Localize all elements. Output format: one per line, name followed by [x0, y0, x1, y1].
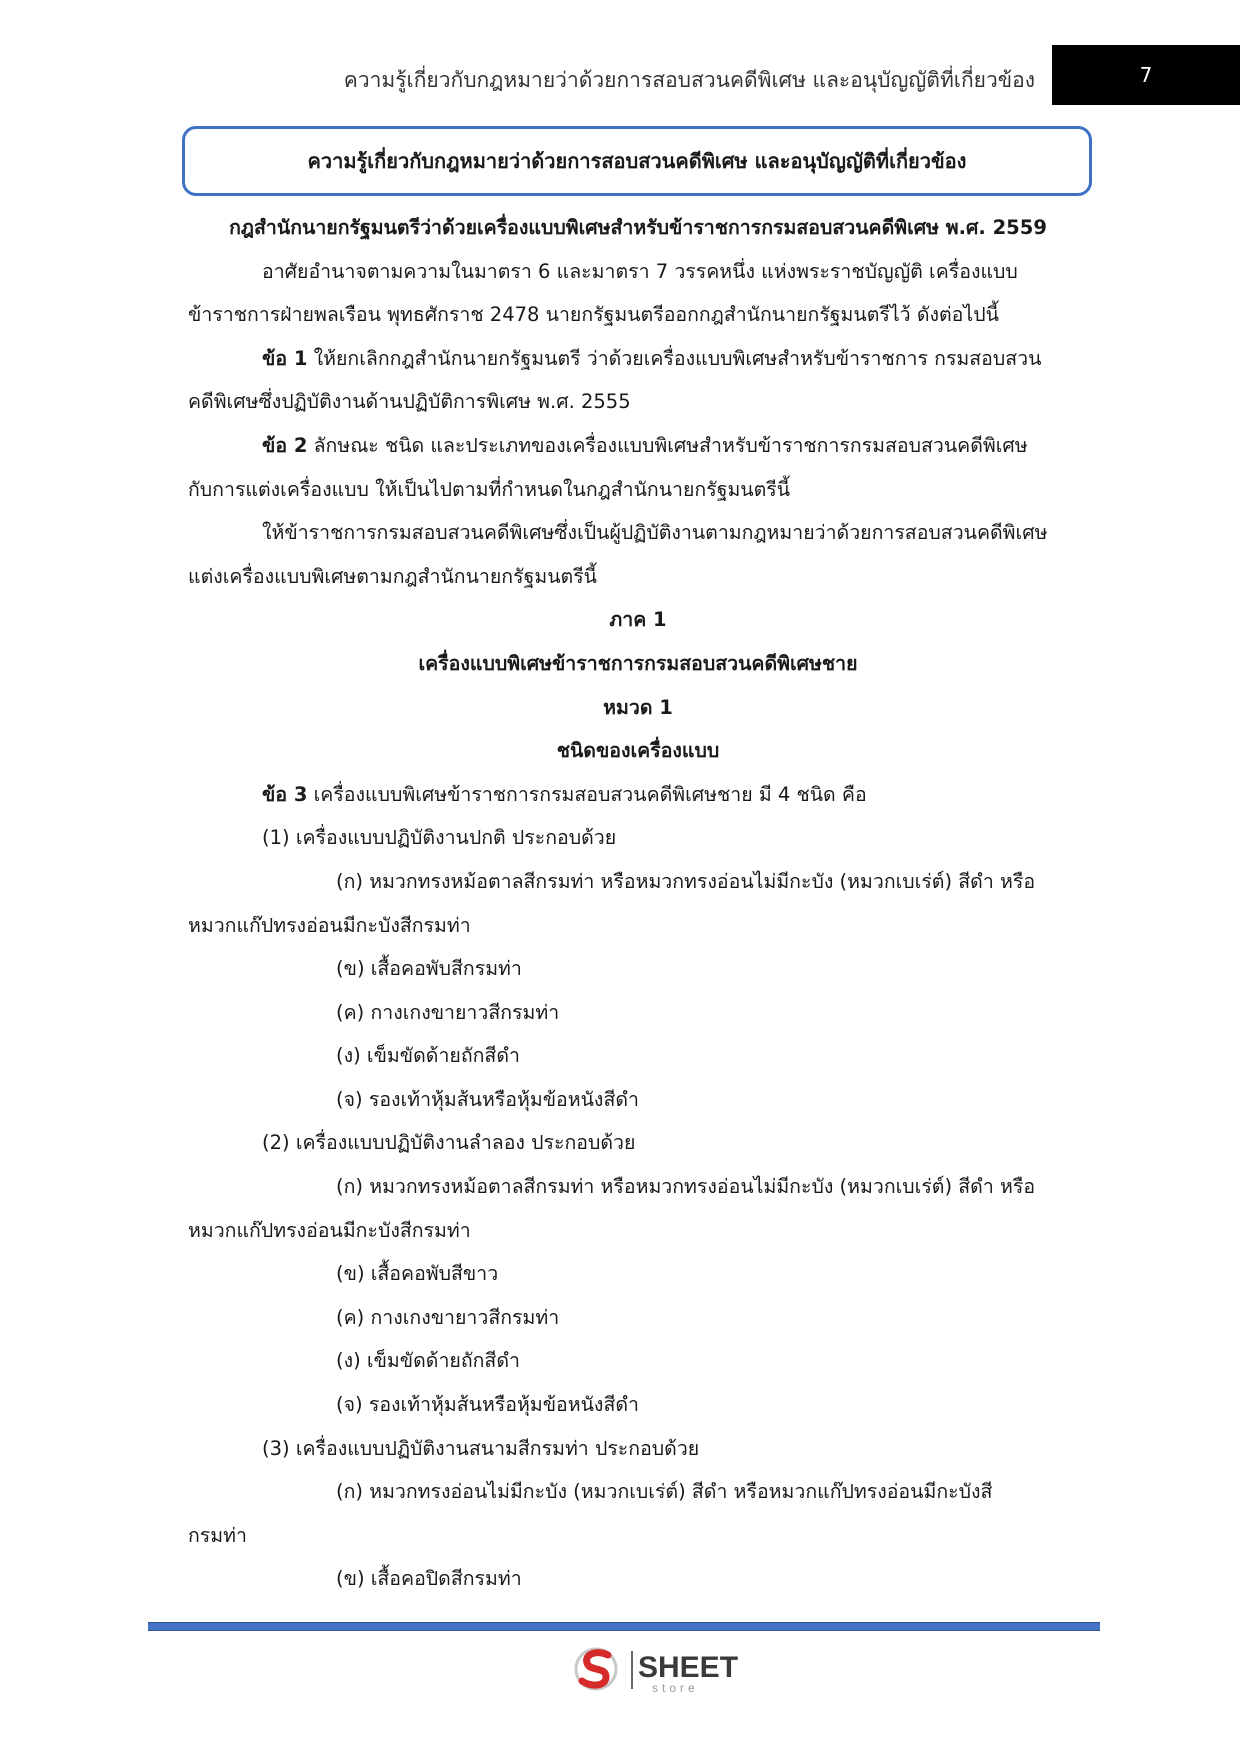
- page-number: 7: [1139, 63, 1153, 87]
- uniform-2-item-a: (ก) หมวกทรงหม้อตาลสีกรมท่า หรือหมวกทรงอ่อนไม่มีกะบัง (หมวกเบเร่ต์) สีดำ หรือ: [336, 1175, 1036, 1199]
- article-3-text: เครื่องแบบพิเศษข้าราชการกรมสอบสวนคดีพิเศษชาย มี 4 ชนิด คือ: [307, 782, 867, 806]
- article-3: [188, 773, 1088, 817]
- sheet-store-s-icon: [576, 1649, 616, 1689]
- uniform-2-item-e: (จ) รองเท้าหุ้มส้นหรือหุ้มข้อหนังสีดำ: [336, 1393, 639, 1417]
- uniform-1-item-c: (ค) กางเกงขายาวสีกรมท่า: [336, 1000, 560, 1024]
- uniform-1-item-e: (จ) รองเท้าหุ้มส้นหรือหุ้มข้อหนังสีดำ: [336, 1087, 639, 1111]
- uniform-1-item-d: (ง) เข็มขัดด้ายถักสีดำ: [336, 1044, 520, 1068]
- page-number-box: [1052, 45, 1240, 105]
- section-title: ความรู้เกี่ยวกับกฎหมายว่าด้วยการสอบสวนคดีพิเศษ และอนุบัญญัติที่เกี่ยวข้อง: [307, 149, 967, 173]
- article-2-paragraph-2-continuation: แต่งเครื่องแบบพิเศษตามกฎสำนักนายกรัฐมนตรีนี้: [188, 564, 597, 588]
- uniform-1-heading: (1) เครื่องแบบปฏิบัติงานปกติ ประกอบด้วย: [262, 826, 617, 850]
- article-1-text: ให้ยกเลิกกฎสำนักนายกรัฐมนตรี ว่าด้วยเครื่องแบบพิเศษสำหรับข้าราชการ กรมสอบสวน: [307, 346, 1042, 370]
- article-1: [188, 337, 1088, 381]
- uniform-3-heading: (3) เครื่องแบบปฏิบัติงานสนามสีกรมท่า ประกอบด้วย: [262, 1436, 700, 1460]
- uniform-3-item-b: (ข) เสื้อคอปิดสีกรมท่า: [336, 1567, 522, 1591]
- logo-subtext: store: [652, 1681, 699, 1695]
- section-title-box: [182, 126, 1092, 196]
- regulation-heading: กฎสำนักนายกรัฐมนตรีว่าด้วยเครื่องแบบพิเศษสำหรับข้าราชการกรมสอบสวนคดีพิเศษ พ.ศ. 2559: [229, 216, 1047, 239]
- uniform-2-item-c: (ค) กางเกงขายาวสีกรมท่า: [336, 1305, 560, 1329]
- intro-line-1: อาศัยอำนาจตามความในมาตรา 6 และมาตรา 7 วรรคหนึ่ง แห่งพระราชบัญญัติ เครื่องแบบ: [262, 259, 1018, 283]
- chapter-heading: หมวด 1: [603, 695, 673, 719]
- logo-wordmark: SHEET: [638, 1651, 739, 1684]
- article-2: [188, 424, 1088, 468]
- sheet-store-logo: [574, 1643, 744, 1695]
- article-2-continuation: กับการแต่งเครื่องแบบ ให้เป็นไปตามที่กำหนดในกฎสำนักนายกรัฐมนตรีนี้: [188, 477, 791, 501]
- uniform-2-item-b: (ข) เสื้อคอพับสีขาว: [336, 1262, 499, 1286]
- article-2-label: ข้อ 2: [262, 433, 308, 457]
- uniform-2-item-d: (ง) เข็มขัดด้ายถักสีดำ: [336, 1349, 520, 1373]
- part-heading: ภาค 1: [609, 608, 667, 632]
- article-2-text: ลักษณะ ชนิด และประเภทของเครื่องแบบพิเศษสำหรับข้าราชการกรมสอบสวนคดีพิเศษ: [307, 433, 1028, 457]
- article-1-label: ข้อ 1: [262, 346, 308, 370]
- uniform-3-item-a: (ก) หมวกทรงอ่อนไม่มีกะบัง (หมวกเบเร่ต์) สีดำ หรือหมวกแก๊ปทรงอ่อนมีกะบังสี: [336, 1480, 993, 1504]
- chapter-title: ชนิดของเครื่องแบบ: [556, 739, 720, 763]
- intro-line-2: ข้าราชการฝ่ายพลเรือน พุทธศักราช 2478 นายกรัฐมนตรีออกกฎสำนักนายกรัฐมนตรีไว้ ดังต่อไปนี้: [188, 303, 999, 327]
- part-title: เครื่องแบบพิเศษข้าราชการกรมสอบสวนคดีพิเศษชาย: [418, 651, 858, 675]
- footer-rule: [148, 1622, 1100, 1631]
- uniform-1-item-b: (ข) เสื้อคอพับสีกรมท่า: [336, 957, 522, 981]
- uniform-3-item-a-continuation: กรมท่า: [188, 1523, 247, 1547]
- uniform-1-item-a-continuation: หมวกแก๊ปทรงอ่อนมีกะบังสีกรมท่า: [188, 913, 471, 937]
- uniform-1-item-a: (ก) หมวกทรงหม้อตาลสีกรมท่า หรือหมวกทรงอ่อนไม่มีกะบัง (หมวกเบเร่ต์) สีดำ หรือ: [336, 869, 1036, 893]
- running-header-title: ความรู้เกี่ยวกับกฎหมายว่าด้วยการสอบสวนคดีพิเศษ และอนุบัญญัติที่เกี่ยวข้อง: [343, 68, 1035, 92]
- article-3-label: ข้อ 3: [262, 782, 308, 806]
- uniform-2-heading: (2) เครื่องแบบปฏิบัติงานลำลอง ประกอบด้วย: [262, 1131, 636, 1155]
- uniform-2-item-a-continuation: หมวกแก๊ปทรงอ่อนมีกะบังสีกรมท่า: [188, 1218, 471, 1242]
- article-2-paragraph-2: ให้ข้าราชการกรมสอบสวนคดีพิเศษซึ่งเป็นผู้ปฏิบัติงานตามกฎหมายว่าด้วยการสอบสวนคดีพิเศษ: [262, 521, 1048, 545]
- document-body: [188, 206, 1088, 1601]
- article-1-continuation: คดีพิเศษซึ่งปฏิบัติงานด้านปฏิบัติการพิเศษ พ.ศ. 2555: [188, 390, 631, 414]
